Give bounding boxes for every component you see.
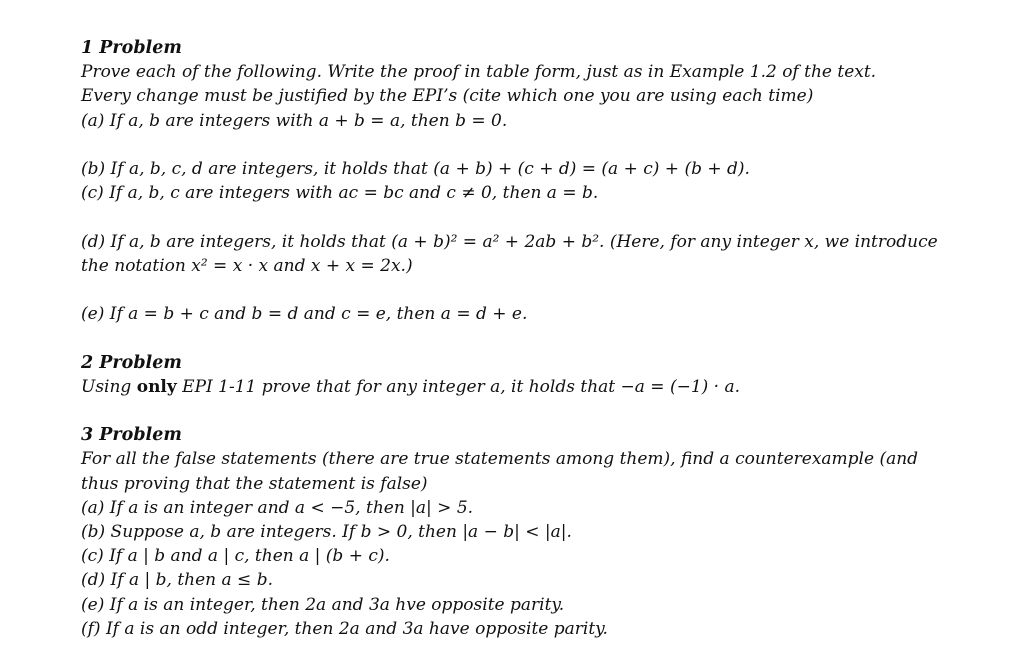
problem-1-part-a: (a) If a, b are integers with a + b = a, then b = 0. bbox=[81, 110, 508, 131]
problem-1-heading: 1 Problem bbox=[81, 38, 182, 58]
problem-1-part-d-line-2: the notation x² = x · x and x + x = 2x.) bbox=[81, 255, 413, 276]
spacer bbox=[81, 133, 981, 157]
problem-3-part-f: (f) If a is an odd integer, then 2a and 3a have opposite parity. bbox=[81, 618, 608, 639]
problem-1-intro-line-1: Prove each of the following. Write the proof in table form, just as in Example 1.2 of the text. bbox=[81, 62, 877, 83]
problem-3-part-c: (c) If a | b and a | c, then a | (b + c). bbox=[81, 546, 390, 567]
problem-2-text-pre: Using bbox=[81, 376, 137, 397]
spacer bbox=[81, 399, 981, 423]
problem-2-heading: 2 Problem bbox=[81, 352, 182, 373]
problem-1-intro-line-2: Every change must be justified by the EPI’s (cite which one you are using each time) bbox=[81, 86, 814, 107]
problem-sheet bbox=[81, 36, 981, 641]
problem-3-part-d: (d) If a | b, then a ≤ b. bbox=[81, 570, 273, 591]
problem-3-part-e: (e) If a is an integer, then 2a and 3a hve opposite parity. bbox=[81, 594, 565, 615]
problem-3-intro-line-2: thus proving that the statement is false) bbox=[81, 473, 428, 494]
problem-1-part-c: (c) If a, b, c are integers with ac = bc and c ≠ 0, then a = b. bbox=[81, 183, 599, 204]
problem-3-intro-line-1: For all the false statements (there are true statements among them), find a counterexample (and bbox=[81, 449, 919, 470]
spacer bbox=[81, 278, 981, 302]
problem-2-text-bold: only bbox=[136, 376, 177, 397]
spacer bbox=[81, 326, 981, 350]
problem-3-heading: 3 Problem bbox=[81, 425, 182, 446]
problem-2-text bbox=[81, 375, 981, 399]
problem-2-text-post: EPI 1-11 prove that for any integer a, it holds that −a = (−1) · a. bbox=[176, 376, 741, 397]
problem-1-part-b: (b) If a, b, c, d are integers, it holds that (a + b) + (c + d) = (a + c) + (b + d). bbox=[81, 159, 750, 179]
problem-3-part-a: (a) If a is an integer and a < −5, then |a| > 5. bbox=[81, 497, 474, 518]
problem-1-part-e: (e) If a = b + c and b = d and c = e, then a = d + e. bbox=[81, 304, 528, 325]
problem-1-part-d-line-1: (d) If a, b are integers, it holds that (a + b)² = a² + 2ab + b². (Here, for any integer x, we introduce bbox=[81, 231, 938, 252]
problem-3-part-b: (b) Suppose a, b are integers. If b > 0, then |a − b| < |a|. bbox=[81, 521, 572, 542]
spacer bbox=[81, 205, 981, 229]
